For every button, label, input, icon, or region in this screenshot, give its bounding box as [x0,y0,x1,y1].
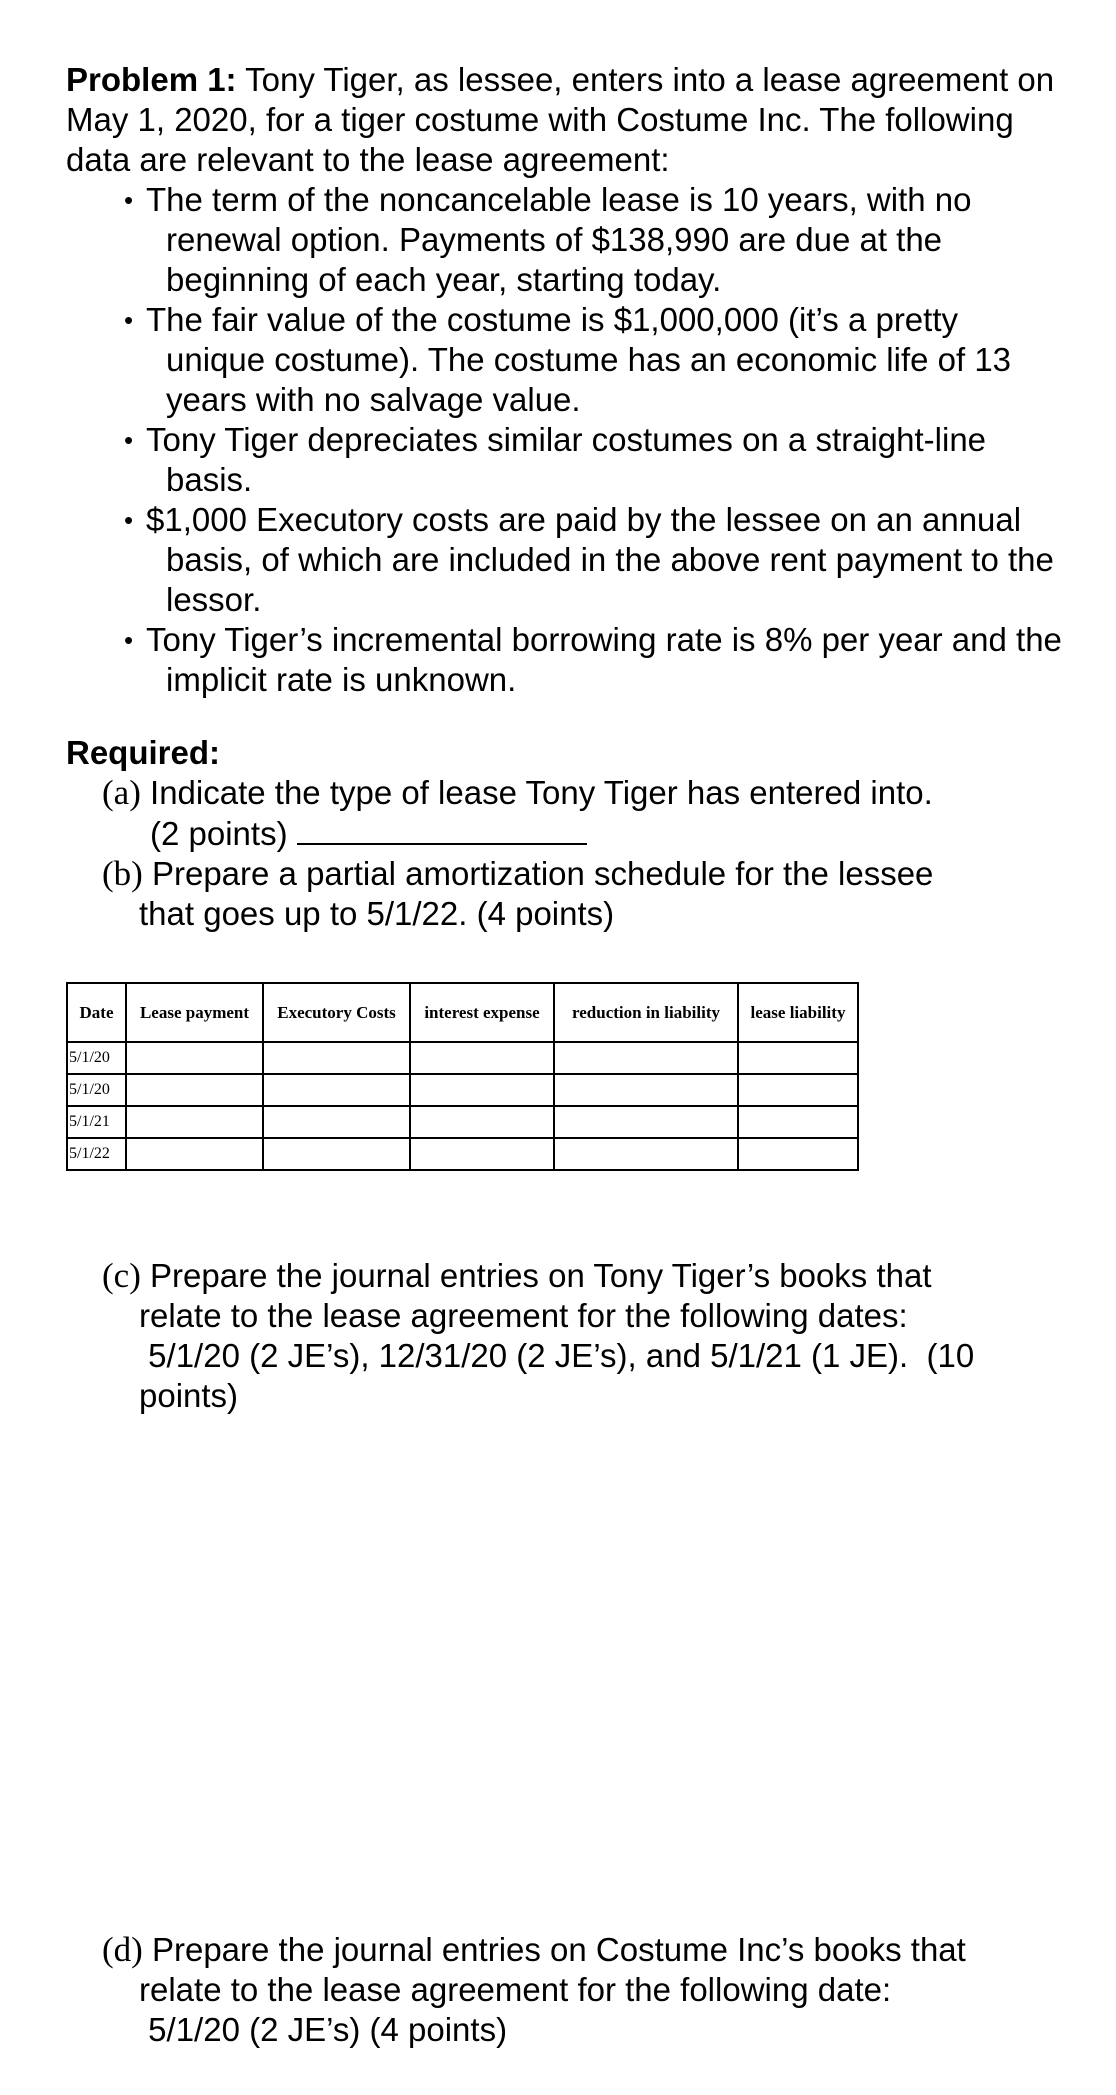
cell-lease-liability[interactable] [738,1074,858,1106]
part-a-letter: (a) [102,773,141,812]
row-date: 5/1/20 [67,1074,126,1106]
part-a-line1: Indicate the type of lease Tony Tiger has entered into. [140,774,933,811]
column-header-lease-liability: lease liability [738,983,858,1042]
cell-interest-expense[interactable] [410,1138,554,1170]
cell-lease-liability[interactable] [738,1042,858,1074]
part-b-letter: (b) [102,854,143,893]
part-a-line2: (2 points) [150,815,297,852]
table-header-row [67,983,858,1042]
cell-reduction-in-liability[interactable] [554,1138,738,1170]
part-a-line2-wrap [102,813,1062,854]
cell-executory-costs[interactable] [263,1106,410,1138]
cell-reduction-in-liability[interactable] [554,1106,738,1138]
part-d-letter: (d) [102,1930,143,1969]
column-header-executory-costs: Executory Costs [263,983,410,1042]
answer-blank[interactable] [297,813,587,845]
cell-executory-costs[interactable] [263,1042,410,1074]
amortization-schedule-table [66,982,859,1171]
required-part-d [102,1930,1062,2050]
required-heading: Required: [66,734,221,771]
row-date: 5/1/21 [67,1106,126,1138]
list-item: • Tony Tiger depreciates similar costumes on a straight-line basis. [132,420,1066,500]
cell-lease-payment[interactable] [126,1042,263,1074]
problem-intro-text: Tony Tiger, as lessee, enters into a lease agreement on May 1, 2020, for a tiger costume with Costume Inc. The following data are relevant to the lease agreement: [66,61,1055,178]
row-date: 5/1/22 [67,1138,126,1170]
part-d-line2: relate to the lease agreement for the following date: [139,1971,892,2008]
list-item: • The term of the noncancelable lease is 10 years, with no renewal option. Payments of $138,990 are due at the beginning of each year, starting today. [132,180,1066,300]
cell-executory-costs[interactable] [263,1074,410,1106]
column-header-lease-payment: Lease payment [126,983,263,1042]
list-item: • $1,000 Executory costs are paid by the lessee on an annual basis, of which are included in the above rent payment to the lessor. [132,500,1066,620]
problem-intro [66,60,1066,180]
cell-lease-liability[interactable] [738,1106,858,1138]
cell-interest-expense[interactable] [410,1074,554,1106]
required-part-a [102,773,1062,854]
table-row [67,1106,858,1138]
cell-interest-expense[interactable] [410,1106,554,1138]
part-b-line2: that goes up to 5/1/22. (4 points) [139,895,615,932]
part-c-line4: points) [139,1377,239,1414]
cell-interest-expense[interactable] [410,1042,554,1074]
part-d-line1: Prepare the journal entries on Costume Inc’s books that [142,1931,966,1968]
list-item: • Tony Tiger’s incremental borrowing rate is 8% per year and the implicit rate is unknown. [132,620,1066,700]
part-c-letter: (c) [102,1256,141,1295]
cell-lease-liability[interactable] [738,1138,858,1170]
cell-lease-payment[interactable] [126,1106,263,1138]
cell-reduction-in-liability[interactable] [554,1042,738,1074]
part-c-line3: 5/1/20 (2 JE’s), 12/31/20 (2 JE’s), and 5/1/21 (1 JE). (10 [139,1337,975,1374]
column-header-date: Date [67,983,126,1042]
table-row [67,1074,858,1106]
part-b-line1: Prepare a partial amortization schedule for the lessee [142,855,934,892]
row-date: 5/1/20 [67,1042,126,1074]
column-header-interest-expense: interest expense [410,983,554,1042]
cell-executory-costs[interactable] [263,1138,410,1170]
cell-lease-payment[interactable] [126,1074,263,1106]
lease-data-list [66,180,1066,700]
part-d-line3: 5/1/20 (2 JE’s) (4 points) [139,2011,508,2048]
problem-statement [66,60,1066,700]
table-row [67,1042,858,1074]
part-c-line2: relate to the lease agreement for the following dates: [139,1297,908,1334]
column-header-reduction-in-liability: reduction in liability [554,983,738,1042]
cell-lease-payment[interactable] [126,1138,263,1170]
problem-label: Problem 1: [66,61,237,98]
table-row [67,1138,858,1170]
cell-reduction-in-liability[interactable] [554,1074,738,1106]
part-c-line1: Prepare the journal entries on Tony Tiger’s books that [140,1257,932,1294]
required-part-b [102,854,1062,934]
required-part-c [102,1256,1062,1416]
list-item: • The fair value of the costume is $1,000,000 (it’s a pretty unique costume). The costume has an economic life of 13 years with no salvage value. [132,300,1066,420]
